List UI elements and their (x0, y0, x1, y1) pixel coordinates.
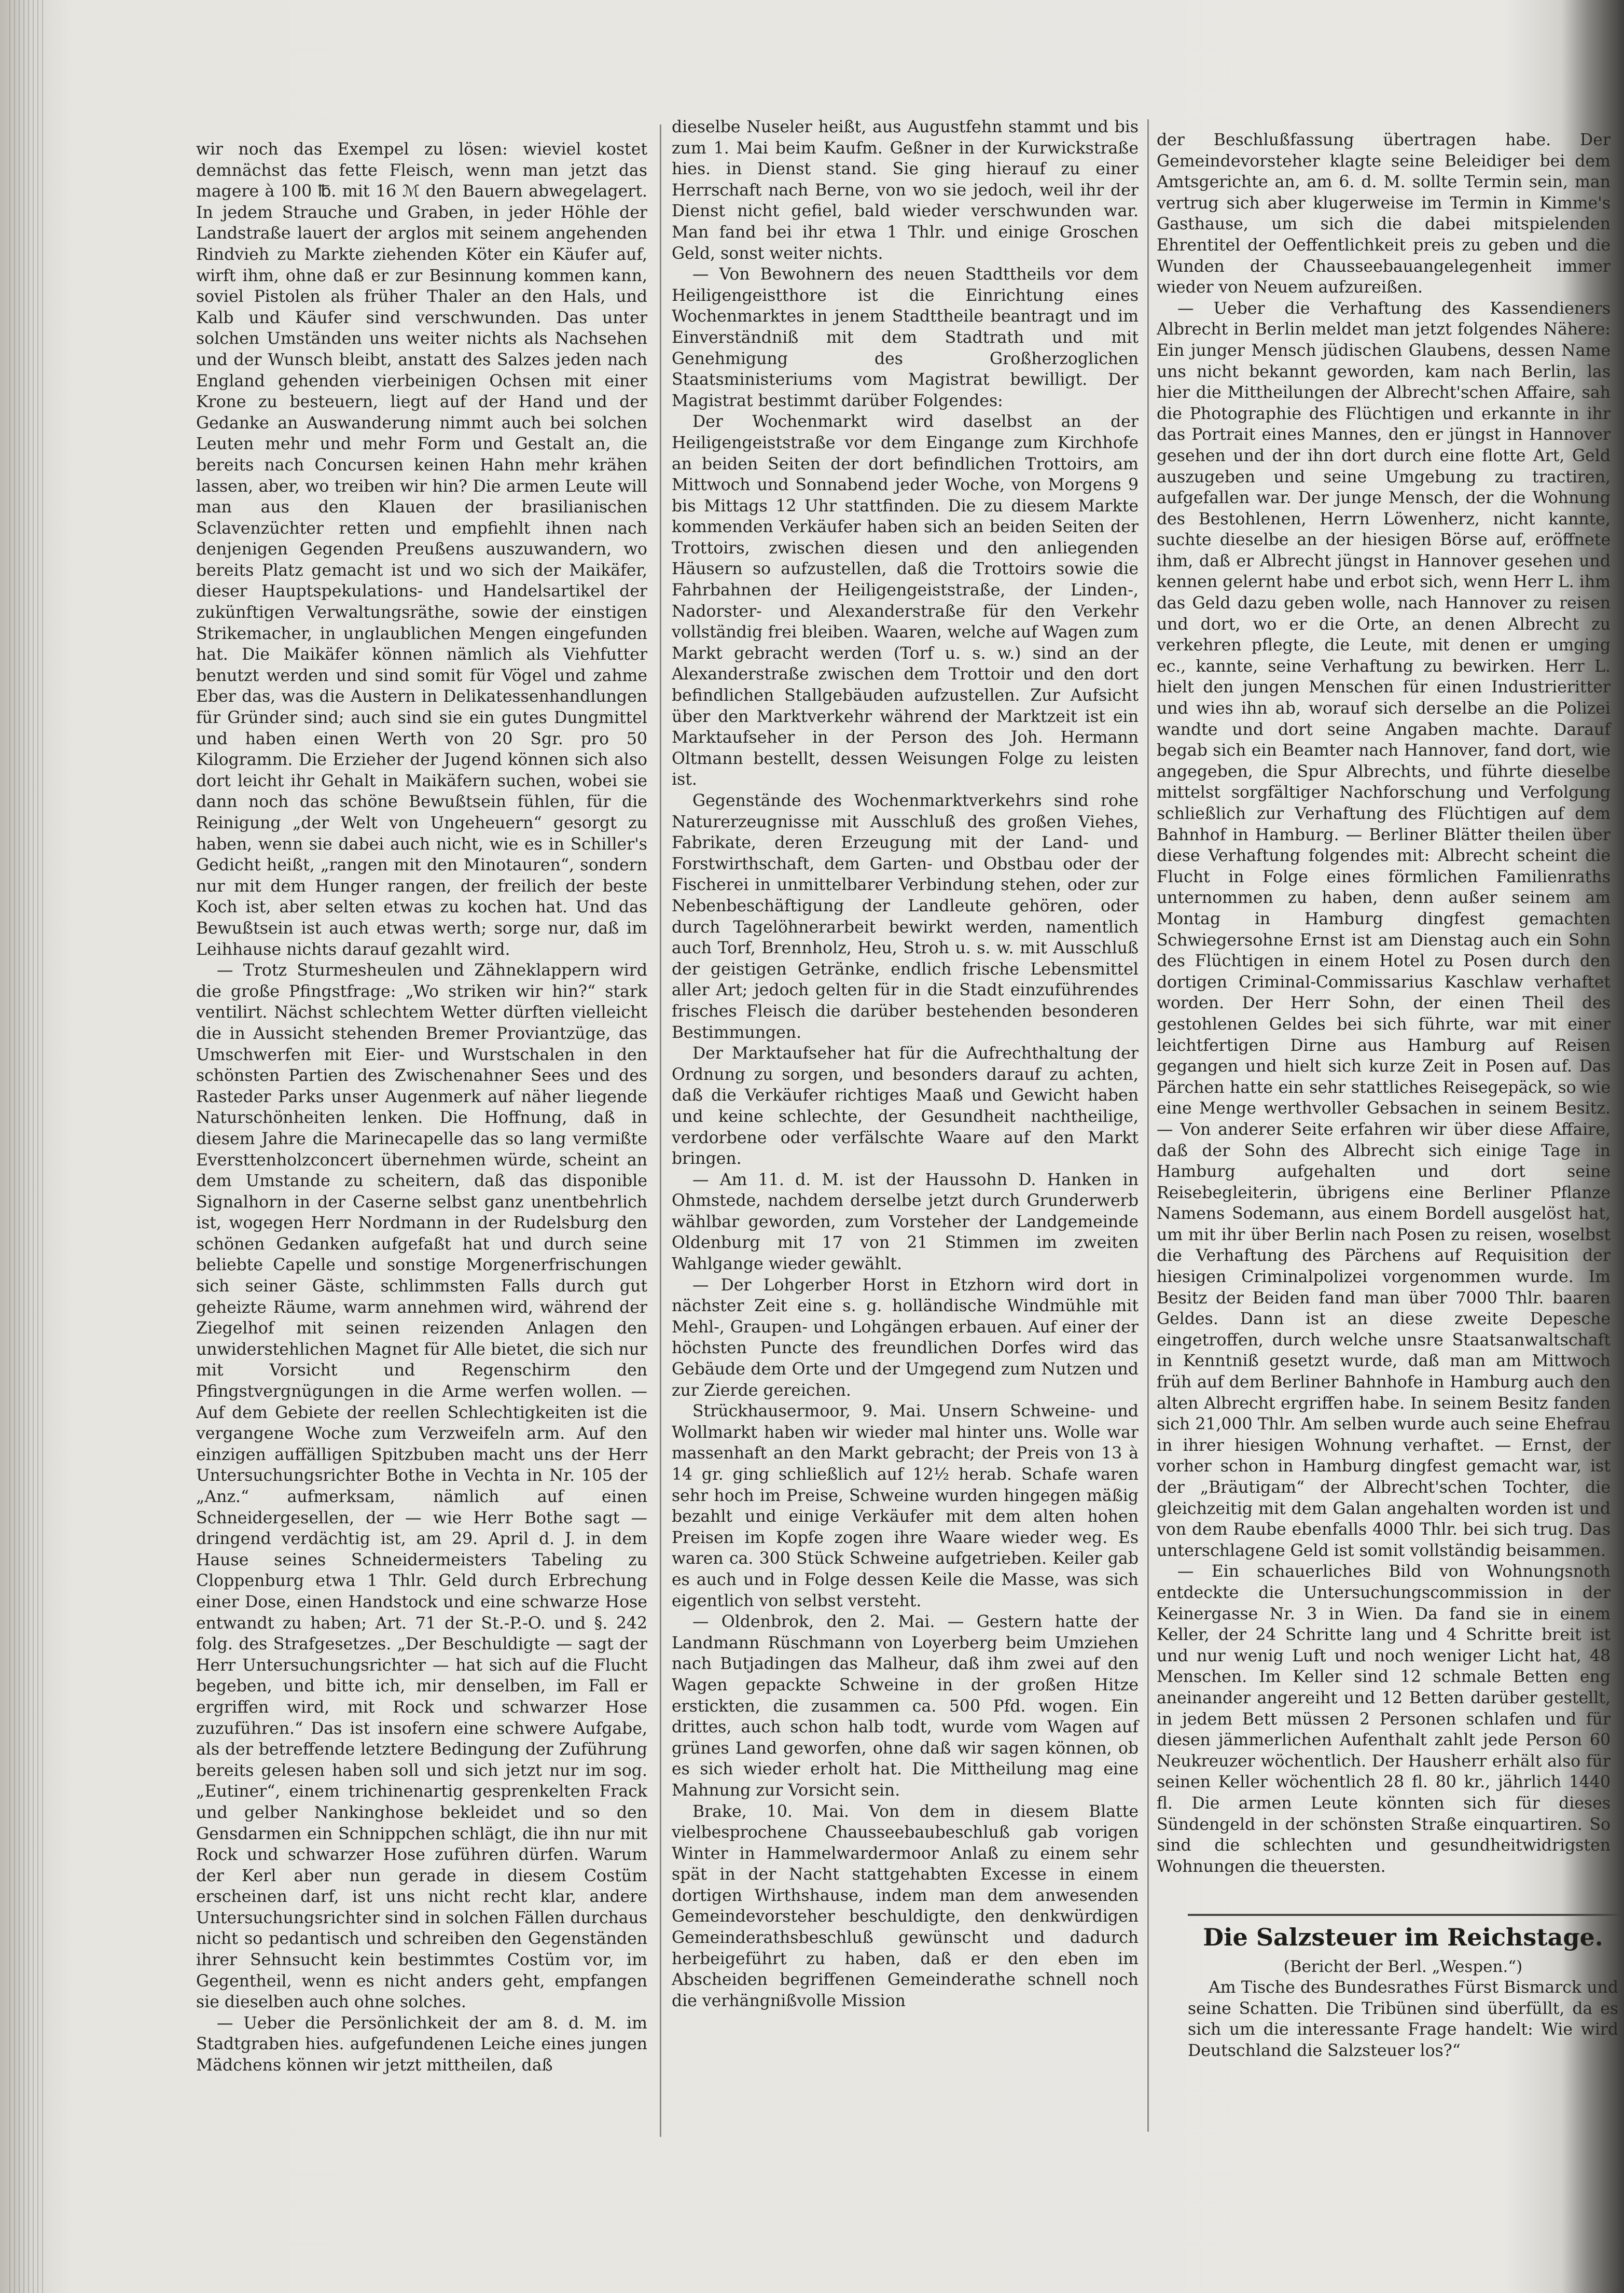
column-2-paragraph: — Am 11. d. M. ist der Haussohn D. Hanken in Ohmstede, nachdem derselbe jetzt durch Grunderwerb wählbar geworden, zum Vorsteher der Landgemeinde Oldenburg mit 17 von 21 Stimmen im zweiten Wahlgange wieder gewählt. (672, 1170, 1139, 1274)
column-1-paragraph: wir noch das Exempel zu lösen: wieviel kostet demnächst das fette Fleisch, wenn man jetzt das magere à 100 ℔. mit 16 ℳ den Bauern abwegelagert. In jedem Strauche und Graben, in jeder Höhle der Landstraße lauert der arglos mit seinem angehenden Rindvieh zu Markte ziehenden Köter ein Käufer auf, wirft ihm, ohne daß er zur Besinnung kommen kann, soviel Pistolen als früher Thaler an den Hals, und Kalb und Käufer sind verschwunden. Das unter solchen Umständen uns weiter nichts als Nachsehen und der Wunsch bleibt, anstatt des Salzes jeden nach England gehenden vierbeinigen Ochsen mit einer Krone zu besteuern, liegt auf der Hand und der Gedanke an Auswanderung nimmt auch bei solchen Leuten mehr und mehr Form und Gestalt an, die bereits nach Concursen keinen Hahn mehr krähen lassen, aber, wo treiben wir hin? Die armen Leute will man aus den Klauen der brasilianischen Sclavenzüchter retten und empfiehlt ihnen nach denjenigen Gegenden Preußens auszuwandern, wo bereits Platz gemacht ist und wo sich der Maikäfer, dieser Hauptspekulations- und Handelsartikel der zukünftigen Verwaltungsräthe, sowie der einstigen Strikemacher, in unglaublichen Mengen eingefunden hat. Die Maikäfer können nämlich als Viehfutter benutzt werden und sind somit für Vögel und zahme Eber das, was die Austern in Delikatessenhandlungen für Gründer sind; auch sind sie ein gutes Dungmittel und haben einen Werth von 20 Sgr. pro 50 Kilogramm. Die Erzieher der Jugend können sich also dort leicht ihr Gehalt in Maikäfern suchen, wobei sie dann noch das schöne Bewußtsein fühlen, für die Reinigung „der Welt von Ungeheuern“ gesorgt zu haben, wenn sie dabei auch nicht, wie es in Schiller's Gedicht heißt, „rangen mit den Minotauren“, sondern nur mit dem Hunger rangen, der freilich der beste Koch ist, aber selten etwas zu kochen hat. Und das Bewußtsein ist auch etwas werth; sorge nur, daß im Leihhause nichts darauf gezahlt wird. (196, 140, 647, 959)
column-2-paragraph: Der Marktaufseher hat für die Aufrechthaltung der Ordnung zu sorgen, und besonders darauf zu achten, daß die Verkäufer richtiges Maaß und Gewicht haben und keine schlechte, der Gesundheit nachtheilige, verdorbene oder verfälschte Waare auf den Markt bringen. (672, 1044, 1139, 1169)
column-2-paragraph: — Von Bewohnern des neuen Stadttheils vor dem Heiligengeistthore ist die Einrichtung eines Wochenmarktes in jenem Stadttheile beantragt und im Einverständniß mit dem Stadtrath und mit Genehmigung des Großherzoglichen Staatsministeriums vom Magistrat bewilligt. Der Magistrat bestimmt darüber Folgendes: (672, 265, 1139, 410)
column-1-paragraph: — Trotz Sturmesheulen und Zähneklappern wird die große Pfingstfrage: „Wo striken wir hin?“ stark ventilirt. Nächst schlechtem Wetter dürften vielleicht die in Aussicht stehenden Bremer Proviantzüge, das Umschwerfen mit Eier- und Wurstschalen in den schönsten Partien des Zwischenahner Sees und des Rasteder Parks unser Augenmerk auf näher liegende Naturschönheiten lenken. Die Hoffnung, daß in diesem Jahre die Marinecapelle das so lang vermißte Eversttenholzconcert übernehmen würde, scheint an dem Umstande zu scheitern, daß das disponible Signalhorn in der Caserne selbst ganz unentbehrlich ist, wogegen Herr Nordmann in der Rudelsburg den schönen Gedanken aufgefaßt hat und durch seine beliebte Capelle und sonstige Morgenerfrischungen sich seiner Gäste, schlimmsten Falls durch gut geheizte Räume, warm annehmen wird, während der Ziegelhof mit seinen reizenden Anlagen den unwiderstehlichen Magnet für Alle bietet, die sich nur mit Vorsicht und Regenschirm den Pfingstvergnügungen in die Arme werfen wollen. — Auf dem Gebiete der reellen Schlechtigkeiten ist die vergangene Woche zum Verzweifeln arm. Auf den einzigen auffälligen Spitzbuben macht uns der Herr Untersuchungsrichter Bothe in Vechta in Nr. 105 der „Anz.“ aufmerksam, nämlich auf einen Schneidergesellen, der — wie Herr Bothe sagt — dringend verdächtig ist, am 29. April d. J. in dem Hause seines Schneidermeisters Tabeling zu Cloppenburg etwa 1 Thlr. Geld durch Erbrechung einer Dose, einen Handstock und eine schwarze Hose entwandt zu haben; Art. 71 der St.-P.-O. und §. 242 folg. des Strafgesetzes. „Der Beschuldigte — sagt der Herr Untersuchungsrichter — hat sich auf die Flucht begeben, und bitte ich, mir denselben, im Fall er ergriffen wird, mit Rock und schwarzer Hose zuzuführen.“ Das ist insofern eine schwere Aufgabe, als der betreffende letztere Bedingung der Zuführung bereits gelesen haben soll und sich jetzt nur im sog. „Eutiner“, einem trichinenartig gesprenkelten Frack und gelber Nankinghose bekleidet und so den Gensdarmen ein Schnippchen schlägt, die ihn nur mit Rock und schwarzer Hose zuführen dürfen. Warum der Kerl aber nun gerade in diesem Costüm erscheinen darf, ist uns nicht recht klar, andere Untersuchungsrichter sind in solchen Fällen durchaus nicht so pedantisch und schreiben den Gegenständen ihrer Sehnsucht kein bestimmtes Costüm vor, im Gegentheil, wenn es nicht anders geht, empfangen sie dieselben auch ohne solches. (196, 961, 647, 2012)
column-3-paragraph: — Ein schauerliches Bild von Wohnungsnoth entdeckte die Untersuchungscommission in der Keinergasse Nr. 3 in Wien. Da fand sie in einem Keller, der 24 Schritte lang und 4 Schritte breit ist und nur wenig Luft und noch weniger Licht hat, 48 Menschen. Im Keller sind 12 schmale Betten eng aneinander angereiht und 12 Betten darüber gestellt, in jedem Bett müssen 2 Personen schlafen und für diesen jämmerlichen Aufenthalt zahlt jede Person 60 Neukreuzer wöchentlich. Der Hausherr erhält also für seinen Keller wöchentlich 28 fl. 80 kr., jährlich 1440 fl. Die armen Leute könnten sich für dieses Sündengeld in der schönsten Straße einquartiren. So sind die schlechten und gesundheitwidrigsten Wohnungen die theuersten. (1157, 1562, 1611, 1876)
column-2-paragraph: dieselbe Nuseler heißt, aus Augustfehn stammt und bis zum 1. Mai beim Kaufm. Geßner in der Kurwickstraße hies. in Dienst stand. Sie ging hierauf zu einer Herrschaft nach Berne, von wo sie jedoch, weil ihr der Dienst nicht gefiel, bald wieder verschwunden war. Man fand bei ihr etwa 1 Thlr. und einige Groschen Geld, sonst weiter nichts. (672, 118, 1139, 263)
column-2-paragraph: Strückhausermoor, 9. Mai. Unsern Schweine- und Wollmarkt haben wir wieder mal hinter uns. Wolle war massenhaft an den Markt gebracht; der Preis von 13 à 14 gr. ging schließlich auf 12½ herab. Schafe waren sehr hoch im Preise, Schweine wurden hingegen mäßig bezahlt und einige Verkäufer mit dem alten hohen Preisen im Kopfe zogen ihre Waare wieder weg. Es waren ca. 300 Stück Schweine aufgetrieben. Keiler gab es auch und in Folge dessen Keile die Masse, was sich eigentlich von selbst versteht. (672, 1402, 1139, 1610)
column-2-paragraph: — Oldenbrok, den 2. Mai. — Gestern hatte der Landmann Rüschmann von Loyerberg beim Umziehen nach Butjadingen das Malheur, daß ihm zwei auf den Wagen gepackte Schweine in der großen Hitze erstickten, die zusammen ca. 500 Pfd. wogen. Ein drittes, auch schon halb todt, wurde vom Wagen auf grünes Land geworfen, ohne daß wir sagen können, ob es sich wieder erholt hat. Die Mittheilung mag eine Mahnung zur Vorsicht sein. (672, 1613, 1139, 1800)
column-2-paragraph: Der Wochenmarkt wird daselbst an der Heiligengeiststraße vor dem Eingange zum Kirchhofe an beiden Seiten der dort befindlichen Trottoirs, am Mittwoch und Sonnabend jeder Woche, von Morgens 9 bis Mittags 12 Uhr stattfinden. Die zu diesem Markte kommenden Verkäufer haben sich an beiden Seiten der Trottoirs, zwischen diesen und den anliegenden Häusern so aufzustellen, daß die Trottoirs sowie die Fahrbahnen der Heiligengeiststraße, der Linden-, Nadorster- und Alexanderstraße für den Verkehr vollständig frei bleiben. Waaren, welche auf Wagen zum Markt gebracht werden (Torf u. s. w.) sind an der Alexanderstraße zwischen dem Trottoir und den dort befindlichen Stallgebäuden aufzustellen. Zur Aufsicht über den Marktverkehr während der Marktzeit ist ein Marktaufseher in der Person des Joh. Hermann Oltmann bestellt, dessen Weisungen Folge zu leisten ist. (672, 412, 1139, 789)
column-1-paragraph: — Ueber die Persönlichkeit der am 8. d. M. im Stadtgraben hies. aufgefundenen Leiche eines jungen Mädchens können wir jetzt mittheilen, daß (196, 2013, 647, 2075)
feature-headline: Die Salzsteuer im Reichstage. (1188, 1914, 1618, 1951)
column-3 (1157, 130, 1611, 1877)
column-3-paragraph: der Beschlußfassung übertragen habe. Der Gemeindevorsteher klagte seine Beleidiger bei dem Amtsgerichte an, am 6. d. M. sollte Termin sein, man vertrug sich aber klugerweise im Termin in Kimme's Gasthause, um sich die dabei mitspielenden Ehrentitel der Oeffentlichkeit preis zu geben und die Wunden der Chausseebauangelegenheit immer wieder von Neuem aufzureißen. (1157, 131, 1611, 297)
column-3-paragraph: — Ueber die Verhaftung des Kassendieners Albrecht in Berlin meldet man jetzt folgendes Nähere: Ein junger Mensch jüdischen Glaubens, dessen Name uns nicht bekannt geworden, kam nach Berlin, las hier die Mittheilungen der Albrecht'schen Affaire, sah die Photographie des Flüchtigen und erkannte in ihr das Portrait eines Mannes, den er jüngst in Hannover gesehen und der ihn dort durch eine flotte Art, Geld auszugeben und seine Umgebung zu tractiren, aufgefallen war. Der junge Mensch, der die Wohnung des Bestohlenen, Herrn Löwenherz, nicht kannte, suchte dieselbe an der hiesigen Börse auf, eröffnete ihm, daß er Albrecht jüngst in Hannover gesehen und kennen gelernt habe und erbot sich, wenn Herr L. ihm das Geld dazu geben wolle, nach Hannover zu reisen und dort, wo er die Orte, an denen Albrecht zu verkehren pflegte, die Leute, mit denen er umging ec., kannte, seine Verhaftung zu bewirken. Herr L. hielt den jungen Menschen für einen Industrieritter und wies ihn ab, worauf sich derselbe an die Polizei wandte und dort seine Angaben machte. Darauf begab sich ein Beamter nach Hannover, fand dort, wie angegeben, die Spur Albrechts, und führte dieselbe mittelst sorgfältiger Nachforschung und Verfolgung schließlich zur Verhaftung des Flüchtigen auf dem Bahnhof in Hamburg. — Berliner Blätter theilen über diese Verhaftung folgendes mit: Albrecht scheint die Flucht in Folge eines förmlichen Familienraths unternommen zu haben, denn außer seinem am Montag in Hamburg dingfest gemachten Schwiegersohne Ernst ist am Dienstag auch ein Sohn des Flüchtigen in einem Hotel zu Posen durch den dortigen Criminal-Commissarius Kaschlaw verhaftet worden. Der Herr Sohn, der einen Theil des gestohlenen Geldes bei sich führte, war mit einer leichtfertigen Dirne aus Hamburg auf Reisen gegangen und hielt sich kurze Zeit in Posen auf. Das Pärchen hatte ein sehr stattliches Reisegepäck, so wie eine Menge werthvoller Gebsachen in seinem Besitz. — Von anderer Seite erfahren wir über diese Affaire, daß der Sohn des Albrecht sich einige Tage in Hamburg aufgehalten und dort seine Reisebegleiterin, übrigens eine Berliner Pflanze Namens Sodemann, aus einem Bordell ausgelöst hat, um mit ihr über Berlin nach Posen zu reisen, woselbst die Verhaftung des Pärchens auf Requisition der hiesigen Criminalpolizei vorgenommen wurde. Im Besitz der Beiden fand man über 7000 Thlr. baaren Geldes. Dann ist an diese zweite Depesche eingetroffen, durch welche unsre Staatsanwaltschaft in Kenntniß gesetzt wurde, daß man am Mittwoch früh auf dem Berliner Bahnhofe in Hamburg auch den alten Albrecht ergriffen habe. In seinem Besitz fanden sich 21,000 Thlr. Am selben wurde auch seine Ehefrau in ihrer hiesigen Wohnung verhaftet. — Ernst, der vorher schon in Hamburg dingfest gemacht war, ist der „Bräutigam“ der Albrecht'schen Tochter, die gleichzeitig mit dem Galan angehalten worden ist und von dem Raube ebenfalls 4000 Thlr. bei sich trug. Das unterschlagene Geld ist somit vollständig beisammen. (1157, 299, 1611, 1560)
column-2-paragraph: Gegenstände des Wochenmarktverkehrs sind rohe Naturerzeugnisse mit Ausschluß des großen Viehes, Fabrikate, deren Erzeugung mit der Land- und Forstwirthschaft, dem Garten- und Obstbau oder der Fischerei in unmittelbarer Verbindung stehen, oder zur Nebenbeschäftigung der Landleute gehören, oder durch Tagelöhnerarbeit bewirkt werden, namentlich auch Torf, Brennholz, Heu, Stroh u. s. w. mit Ausschluß der geistigen Getränke, endlich frische Lebensmittel aller Art; jedoch gelten für in die Stadt einzuführendes frisches Fleisch die darüber bestehenden besonderen Bestimmungen. (672, 791, 1139, 1042)
page-gutter-shadow (9, 0, 46, 2293)
column-rule-2 (1147, 119, 1149, 2132)
column-2-paragraph: — Der Lohgerber Horst in Etzhorn wird dort in nächster Zeit eine s. g. holländische Windmühle mit Mehl-, Graupen- und Lohgängen erbauen. Auf einer der höchsten Puncte des freundlichen Dorfes wird das Gebäude dem Orte und der Umgegend zum Nutzen und zur Zierde gereichen. (672, 1275, 1139, 1400)
feature-byline: (Bericht der Berl. „Wespen.“) (1283, 1957, 1523, 1976)
feature-body: Am Tische des Bundesrathes Fürst Bismarck und seine Schatten. Die Tribünen sind überfüllt, da es sich um die interessante Frage handelt: Wie wird Deutschland die Salzsteuer los?“ (1188, 1978, 1618, 2060)
column-2 (672, 117, 1139, 2011)
column-rule-1 (660, 124, 661, 2137)
column-1 (196, 139, 647, 2076)
column-2-paragraph: Brake, 10. Mai. Von dem in diesem Blatte vielbesprochene Chausseebaubeschluß gab vorigen Winter in Hammelwardermoor Anlaß zu einem sehr spät in der Nacht stattgehabten Excesse in einem dortigen Wirthshause, indem man dem anwesenden Gemeindevorsteher beschuldigte, den denkwürdigen Gemeinderathsbeschluß gewünscht und dadurch herbeigeführt zu haben, daß er den eben im Abscheiden begriffenen Gemeinderathe schnell noch die verhängnißvolle Mission (672, 1802, 1139, 2010)
